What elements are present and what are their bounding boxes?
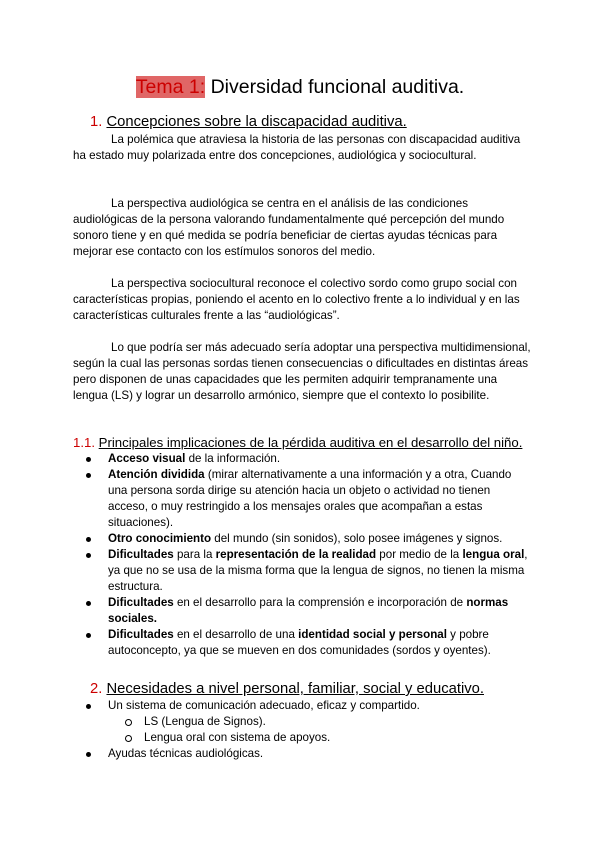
bold-text: identidad social y personal <box>298 628 447 641</box>
bullet-icon <box>86 752 91 757</box>
list-item <box>73 467 533 531</box>
item-text: del mundo (sin sonidos), solo posee imágenes y signos. <box>211 532 503 545</box>
section-2-number: 2. <box>90 681 103 697</box>
paragraph-4 <box>73 340 533 404</box>
bullet-icon <box>86 473 91 478</box>
paragraph-3-text: La perspectiva sociocultural reconoce el colectivo sordo como grupo social con características propias, poniendo el acento en lo colectivo frente a lo individual y en las características culturales frente a las “audiológicas”. <box>73 277 520 322</box>
bold-text: Acceso visual <box>108 452 186 465</box>
section-1-title: Concepciones sobre la discapacidad auditiva. <box>106 114 407 130</box>
section-2-title: Necesidades a nivel personal, familiar, social y educativo. <box>106 681 484 697</box>
sub-list-item <box>73 730 533 746</box>
bullet-icon <box>86 553 91 558</box>
implications-list <box>73 451 533 659</box>
title-highlight <box>136 76 205 98</box>
bullet-icon <box>86 537 91 542</box>
list-item <box>73 746 533 762</box>
section-1-1-heading <box>73 434 522 451</box>
hollow-bullet-icon <box>125 735 132 742</box>
item-text: para la <box>173 548 216 561</box>
bullet-icon <box>86 601 91 606</box>
section-1-1-title: Principales implicaciones de la pérdida auditiva en el desarrollo del niño. <box>98 435 523 450</box>
bold-text: Atención dividida <box>108 468 205 481</box>
bold-text: Otro conocimiento <box>108 532 212 545</box>
bold-text: normas sociales. <box>108 596 509 625</box>
paragraph-2 <box>73 196 533 260</box>
hollow-bullet-icon <box>125 719 132 726</box>
item-text: en el desarrollo para la comprensión e incorporación de <box>173 596 467 609</box>
bullet-icon <box>86 633 91 638</box>
paragraph-3 <box>73 276 533 324</box>
item-text: Lengua oral con sistema de apoyos. <box>144 731 331 744</box>
item-text: en el desarrollo de una <box>173 628 299 641</box>
list-item <box>73 547 533 595</box>
bold-text: Dificultades <box>108 596 174 609</box>
bullet-icon <box>86 704 91 709</box>
list-item <box>73 627 533 659</box>
item-text: LS (Lengua de Signos). <box>144 715 266 728</box>
list-item <box>73 698 533 714</box>
paragraph-1-text: La polémica que atraviesa la historia de las personas con discapacidad auditiva ha estado muy polarizada entre dos concepciones, audiológica y sociocultural. <box>73 133 521 162</box>
item-text: y pobre autoconcepto, ya que se mueven en dos comunidades (sordos y oyentes). <box>108 628 491 657</box>
section-1-number: 1. <box>90 114 103 130</box>
section-1-heading <box>90 113 407 132</box>
paragraph-1 <box>73 132 533 164</box>
bold-text: Dificultades <box>108 628 174 641</box>
list-item <box>73 595 533 627</box>
bold-text: Dificultades <box>108 548 174 561</box>
paragraph-4-text: Lo que podría ser más adecuado sería adoptar una perspectiva multidimensional, según la cual las personas sordas tienen consecuencias o dificultades en distintas áreas pero disponen de unas capacidades que les permiten adquirir tempranamente una lengua (LS) y lograr un desarrollo armónico, siempre que el contexto lo posibilite. <box>73 341 531 402</box>
page-title <box>0 75 600 99</box>
section-2-heading <box>90 680 484 699</box>
bold-text: representación de la realidad <box>215 548 377 561</box>
sub-list-item <box>73 714 533 730</box>
item-text: Ayudas técnicas audiológicas. <box>108 747 264 760</box>
bold-text: lengua oral <box>462 548 525 561</box>
item-text: (mirar alternativamente a una información y a otra, Cuando una persona sorda dirige su atención hacia un objeto o actividad no tienen acceso, o muy restringido a los mensajes orales que acompañan a estas situaciones). <box>108 468 512 529</box>
paragraph-2-text: La perspectiva audiológica se centra en el análisis de las condiciones audiológicas de la persona valorando fundamentalmente qué percepción del mundo sonoro tiene y en qué medida se podría beneficiar de ciertas ayudas técnicas para mejorar ese contacto con los estímulos sonoros del medio. <box>73 197 505 258</box>
bullet-icon <box>86 457 91 462</box>
item-text: de la información. <box>185 452 281 465</box>
list-item <box>73 451 533 467</box>
needs-list <box>73 698 533 762</box>
item-text: , ya que no se usa de la misma forma que la lengua de signos, no tienen la misma estructura. <box>108 548 528 593</box>
title-text: Diversidad funcional auditiva. <box>210 76 465 98</box>
title-prefix: Tema 1: <box>135 76 206 98</box>
section-1-1-number: 1.1. <box>73 435 95 450</box>
item-text: Un sistema de comunicación adecuado, eficaz y compartido. <box>108 699 420 712</box>
item-text: por medio de la <box>376 548 463 561</box>
list-item <box>73 531 533 547</box>
